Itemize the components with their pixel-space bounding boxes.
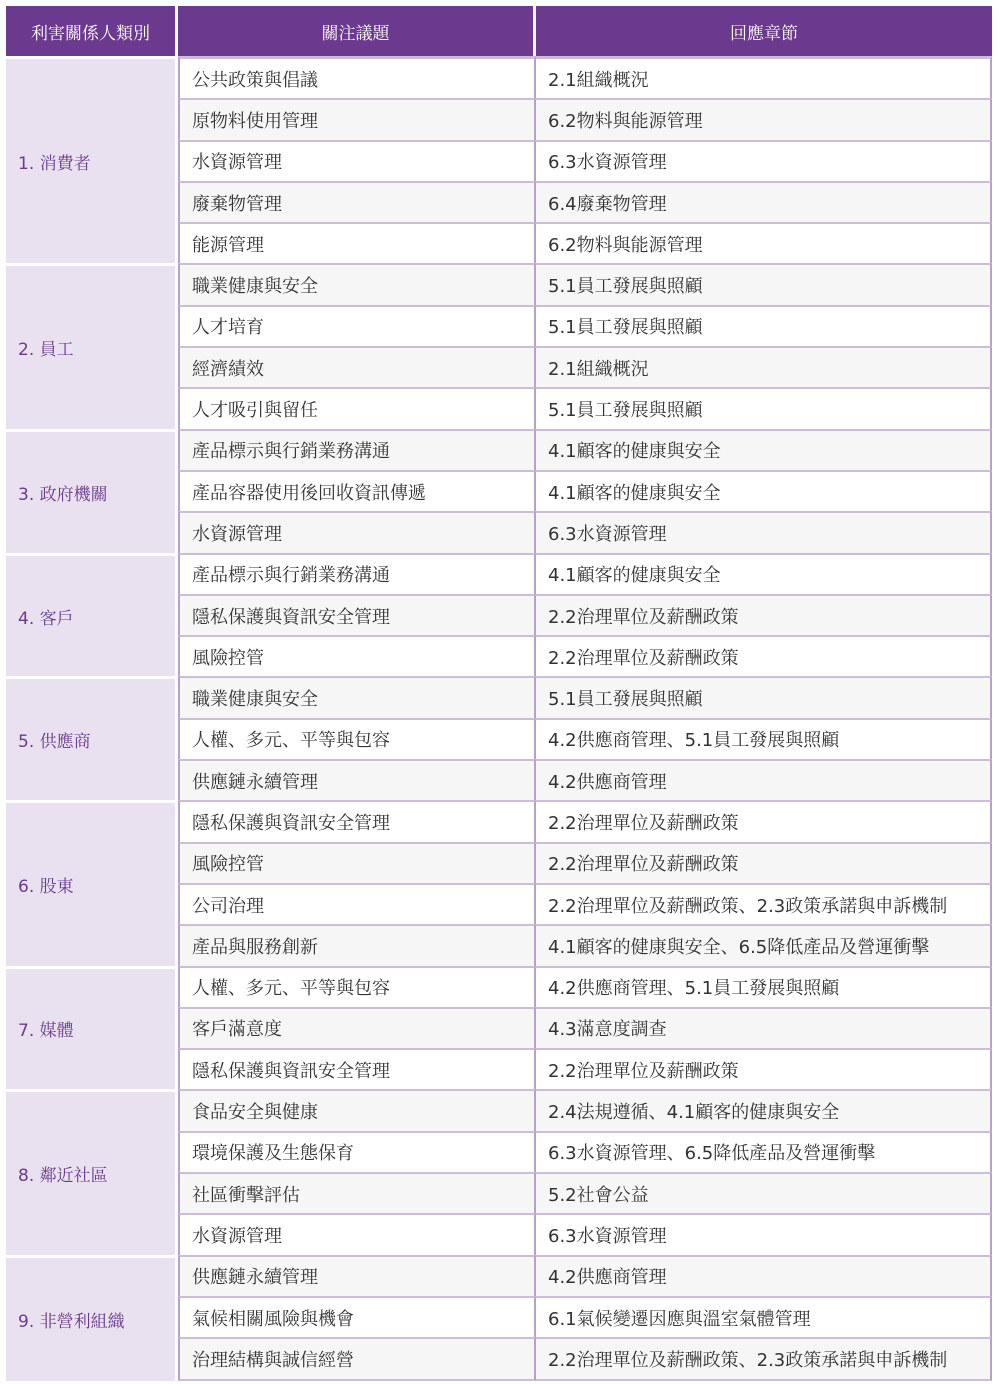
concern-topic: 人權、多元、平等與包容 — [178, 966, 536, 1007]
table-row — [6, 56, 992, 98]
response-chapter: 6.3水資源管理 — [536, 1213, 992, 1254]
stakeholder-category: 2. 員工 — [6, 263, 178, 428]
response-chapter: 6.3水資源管理 — [536, 140, 992, 181]
concern-topic: 產品與服務創新 — [178, 924, 536, 965]
response-chapter: 6.2物料與能源管理 — [536, 222, 992, 263]
concern-topic: 人才吸引與留任 — [178, 387, 536, 428]
table-row — [6, 1089, 992, 1130]
response-chapter: 6.1氣候變遷因應與溫室氣體管理 — [536, 1296, 992, 1337]
concern-topic: 隱私保護與資訊安全管理 — [178, 1048, 536, 1089]
stakeholder-category: 4. 客戶 — [6, 553, 178, 677]
concern-topic: 隱私保護與資訊安全管理 — [178, 594, 536, 635]
stakeholder-category: 9. 非營利組織 — [6, 1255, 178, 1381]
concern-topic: 人權、多元、平等與包容 — [178, 718, 536, 759]
concern-topic: 客戶滿意度 — [178, 1007, 536, 1048]
concern-topic: 原物料使用管理 — [178, 98, 536, 139]
response-chapter: 2.2治理單位及薪酬政策 — [536, 1048, 992, 1089]
concern-topic: 水資源管理 — [178, 1213, 536, 1254]
stakeholder-category: 1. 消費者 — [6, 56, 178, 263]
stakeholder-category: 6. 股東 — [6, 800, 178, 965]
response-chapter: 2.2治理單位及薪酬政策 — [536, 842, 992, 883]
response-chapter: 4.1顧客的健康與安全 — [536, 429, 992, 470]
stakeholder-table-container — [6, 6, 992, 1381]
table-row — [6, 966, 992, 1007]
header-category: 利害關係人類別 — [6, 6, 178, 56]
response-chapter: 6.3水資源管理、6.5降低產品及營運衝擊 — [536, 1131, 992, 1172]
table-header — [6, 6, 992, 56]
concern-topic: 公共政策與倡議 — [178, 56, 536, 98]
table-row — [6, 553, 992, 594]
response-chapter: 4.2供應商管理 — [536, 1255, 992, 1296]
table-row — [6, 429, 992, 470]
header-row — [6, 6, 992, 56]
response-chapter: 2.1組織概況 — [536, 346, 992, 387]
response-chapter: 4.2供應商管理 — [536, 759, 992, 800]
response-chapter: 5.1員工發展與照顧 — [536, 263, 992, 304]
concern-topic: 供應鏈永續管理 — [178, 759, 536, 800]
concern-topic: 產品容器使用後回收資訊傳遞 — [178, 470, 536, 511]
concern-topic: 食品安全與健康 — [178, 1089, 536, 1130]
response-chapter: 5.2社會公益 — [536, 1172, 992, 1213]
concern-topic: 能源管理 — [178, 222, 536, 263]
concern-topic: 產品標示與行銷業務溝通 — [178, 553, 536, 594]
response-chapter: 2.1組織概況 — [536, 56, 992, 98]
response-chapter: 4.1顧客的健康與安全、6.5降低產品及營運衝擊 — [536, 924, 992, 965]
stakeholder-category: 7. 媒體 — [6, 966, 178, 1090]
stakeholder-category: 8. 鄰近社區 — [6, 1089, 178, 1254]
stakeholder-category: 3. 政府機關 — [6, 429, 178, 553]
table-row — [6, 263, 992, 304]
response-chapter: 5.1員工發展與照顧 — [536, 676, 992, 717]
concern-topic: 產品標示與行銷業務溝通 — [178, 429, 536, 470]
table-body — [6, 56, 992, 1381]
concern-topic: 社區衝擊評估 — [178, 1172, 536, 1213]
concern-topic: 人才培育 — [178, 305, 536, 346]
response-chapter: 6.4廢棄物管理 — [536, 181, 992, 222]
table-row — [6, 800, 992, 841]
response-chapter: 5.1員工發展與照顧 — [536, 387, 992, 428]
stakeholder-issues-table — [6, 6, 992, 1381]
response-chapter: 4.1顧客的健康與安全 — [536, 553, 992, 594]
response-chapter: 4.2供應商管理、5.1員工發展與照顧 — [536, 718, 992, 759]
response-chapter: 6.3水資源管理 — [536, 511, 992, 552]
response-chapter: 2.2治理單位及薪酬政策 — [536, 800, 992, 841]
response-chapter: 6.2物料與能源管理 — [536, 98, 992, 139]
concern-topic: 水資源管理 — [178, 511, 536, 552]
concern-topic: 氣候相關風險與機會 — [178, 1296, 536, 1337]
header-topic: 關注議題 — [178, 6, 536, 56]
response-chapter: 4.3滿意度調查 — [536, 1007, 992, 1048]
concern-topic: 經濟績效 — [178, 346, 536, 387]
response-chapter: 5.1員工發展與照顧 — [536, 305, 992, 346]
concern-topic: 環境保護及生態保育 — [178, 1131, 536, 1172]
response-chapter: 2.4法規遵循、4.1顧客的健康與安全 — [536, 1089, 992, 1130]
concern-topic: 風險控管 — [178, 635, 536, 676]
concern-topic: 職業健康與安全 — [178, 676, 536, 717]
concern-topic: 供應鏈永續管理 — [178, 1255, 536, 1296]
stakeholder-category: 5. 供應商 — [6, 676, 178, 800]
response-chapter: 2.2治理單位及薪酬政策、2.3政策承諾與申訴機制 — [536, 1337, 992, 1380]
response-chapter: 2.2治理單位及薪酬政策 — [536, 594, 992, 635]
concern-topic: 職業健康與安全 — [178, 263, 536, 304]
response-chapter: 4.1顧客的健康與安全 — [536, 470, 992, 511]
response-chapter: 2.2治理單位及薪酬政策、2.3政策承諾與申訴機制 — [536, 883, 992, 924]
concern-topic: 公司治理 — [178, 883, 536, 924]
table-row — [6, 1255, 992, 1296]
concern-topic: 廢棄物管理 — [178, 181, 536, 222]
concern-topic: 隱私保護與資訊安全管理 — [178, 800, 536, 841]
concern-topic: 水資源管理 — [178, 140, 536, 181]
response-chapter: 4.2供應商管理、5.1員工發展與照顧 — [536, 966, 992, 1007]
concern-topic: 風險控管 — [178, 842, 536, 883]
response-chapter: 2.2治理單位及薪酬政策 — [536, 635, 992, 676]
table-row — [6, 676, 992, 717]
concern-topic: 治理結構與誠信經營 — [178, 1337, 536, 1380]
header-chapter: 回應章節 — [536, 6, 992, 56]
